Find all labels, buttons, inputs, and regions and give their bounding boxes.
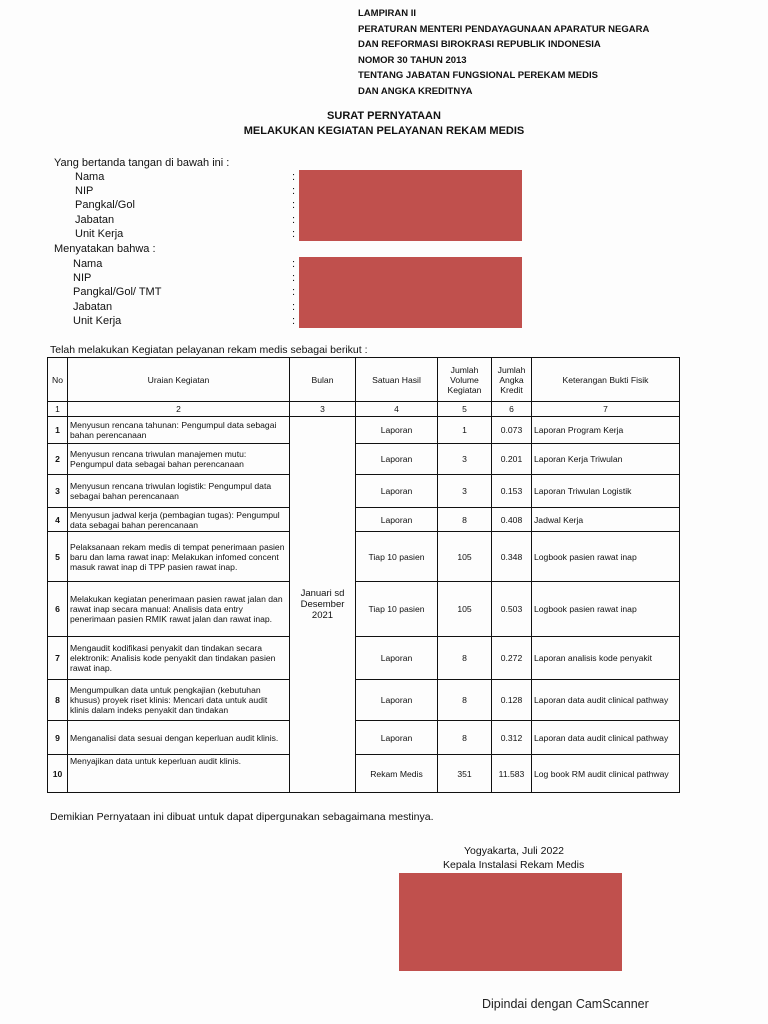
unit-result: Rekam Medis xyxy=(356,755,438,793)
unit-result: Laporan xyxy=(356,475,438,508)
regulation-header xyxy=(358,6,649,100)
volume: 3 xyxy=(438,444,492,475)
table-row xyxy=(48,532,680,582)
table-row xyxy=(48,637,680,680)
declared-field-label: NIP xyxy=(73,272,92,284)
evidence: Jadwal Kerja xyxy=(532,508,680,532)
activity-description: Menyusun rencana triwulan manajemen mutu: Pengumpul data sebagai bahan perencanaan xyxy=(68,444,290,475)
unit-result: Laporan xyxy=(356,680,438,721)
credit-points: 0.272 xyxy=(492,637,532,680)
credit-points: 0.348 xyxy=(492,532,532,582)
header-line: PERATURAN MENTERI PENDAYAGUNAAN APARATUR NEGARA xyxy=(358,23,650,35)
credit-points: 0.503 xyxy=(492,582,532,637)
credit-points: 0.201 xyxy=(492,444,532,475)
column-header: Uraian Kegiatan xyxy=(68,358,290,402)
unit-result: Laporan xyxy=(356,721,438,755)
colon: : xyxy=(292,286,296,298)
unit-result: Tiap 10 pasien xyxy=(356,532,438,582)
signer-field-label: NIP xyxy=(75,185,94,197)
header-line: TENTANG JABATAN FUNGSIONAL PEREKAM MEDIS xyxy=(358,70,598,82)
declared-field-label: Pangkal/Gol/ TMT xyxy=(73,286,162,298)
declared-intro: Menyatakan bahwa : xyxy=(54,243,156,255)
volume: 351 xyxy=(438,755,492,793)
volume: 8 xyxy=(438,721,492,755)
table-row xyxy=(48,475,680,508)
colon: : xyxy=(292,301,296,313)
unit-result: Laporan xyxy=(356,444,438,475)
evidence: Laporan data audit clinical pathway xyxy=(532,721,680,755)
table-row xyxy=(48,680,680,721)
table-row xyxy=(48,755,680,793)
column-number: 3 xyxy=(290,402,356,417)
row-number: 9 xyxy=(48,721,68,755)
unit-result: Tiap 10 pasien xyxy=(356,582,438,637)
document-subtitle: MELAKUKAN KEGIATAN PELAYANAN REKAM MEDIS xyxy=(243,125,525,137)
table-row xyxy=(48,508,680,532)
activity-description: Menyusun rencana triwulan logistik: Pengumpul data sebagai bahan perencanaan xyxy=(68,475,290,508)
signer-field-label: Pangkal/Gol xyxy=(75,199,135,211)
evidence: Logbook pasien rawat inap xyxy=(532,582,680,637)
signature-redaction-box xyxy=(399,873,622,971)
activity-description: Mengumpulkan data untuk pengkajian (kebutuhan khusus) proyek riset klinis: Mencari data untuk audit klinis dalam indeks penyakit dan tindakan xyxy=(68,680,290,721)
activity-description: Melakukan kegiatan penerimaan pasien rawat jalan dan rawat inap secara manual: Analisis data entry penerimaan pasien RMIK rawat jalan dan rawat inap. xyxy=(68,582,290,637)
signer-field-label: Jabatan xyxy=(75,214,115,226)
column-number: 7 xyxy=(532,402,680,417)
signer-field-label: Nama xyxy=(75,171,105,183)
evidence: Laporan analisis kode penyakit xyxy=(532,637,680,680)
row-number: 10 xyxy=(48,755,68,793)
declared-field-label: Nama xyxy=(73,258,103,270)
evidence: Laporan Program Kerja xyxy=(532,417,680,444)
column-number: 1 xyxy=(48,402,68,417)
activity-table xyxy=(47,357,680,793)
colon: : xyxy=(292,171,296,183)
header-line: NOMOR 30 TAHUN 2013 xyxy=(358,54,467,66)
evidence: Laporan Kerja Triwulan xyxy=(532,444,680,475)
evidence: Laporan Triwulan Logistik xyxy=(532,475,680,508)
volume: 8 xyxy=(438,508,492,532)
document-title: SURAT PERNYATAAN xyxy=(327,110,441,122)
credit-points: 0.408 xyxy=(492,508,532,532)
unit-result: Laporan xyxy=(356,417,438,444)
row-number: 4 xyxy=(48,508,68,532)
table-row xyxy=(48,444,680,475)
table-intro: Telah melakukan Kegiatan pelayanan rekam medis sebagai berikut : xyxy=(50,344,368,356)
colon: : xyxy=(292,214,296,226)
activity-description: Menganalisi data sesuai dengan keperluan audit klinis. xyxy=(68,721,290,755)
table-row xyxy=(48,417,680,444)
column-number: 5 xyxy=(438,402,492,417)
header-line: DAN ANGKA KREDITNYA xyxy=(358,85,473,97)
header-line: DAN REFORMASI BIROKRASI REPUBLIK INDONESIA xyxy=(358,39,601,51)
camscanner-watermark: Dipindai dengan CamScanner xyxy=(482,997,649,1011)
column-header: Jumlah Angka Kredit xyxy=(492,358,532,402)
column-header: Satuan Hasil xyxy=(356,358,438,402)
colon: : xyxy=(292,228,296,240)
column-header: No xyxy=(48,358,68,402)
evidence: Laporan data audit clinical pathway xyxy=(532,680,680,721)
volume: 3 xyxy=(438,475,492,508)
table-row xyxy=(48,721,680,755)
row-number: 5 xyxy=(48,532,68,582)
table-header-row xyxy=(48,358,680,402)
activity-description: Pelaksanaan rekam medis di tempat penerimaan pasien baru dan lama rawat inap: Melakukan infomed concent masuk rawat inap di TPP pasien rawat inap. xyxy=(68,532,290,582)
column-number-row xyxy=(48,402,680,417)
colon: : xyxy=(292,315,296,327)
credit-points: 0.128 xyxy=(492,680,532,721)
redaction-box xyxy=(299,170,522,241)
unit-result: Laporan xyxy=(356,508,438,532)
row-number: 3 xyxy=(48,475,68,508)
evidence: Logbook pasien rawat inap xyxy=(532,532,680,582)
declared-field-label: Unit Kerja xyxy=(73,315,122,327)
row-number: 6 xyxy=(48,582,68,637)
credit-points: 0.073 xyxy=(492,417,532,444)
row-number: 1 xyxy=(48,417,68,444)
table-row xyxy=(48,582,680,637)
unit-result: Laporan xyxy=(356,637,438,680)
column-number: 6 xyxy=(492,402,532,417)
signer-field-label: Unit Kerja xyxy=(75,228,124,240)
volume: 1 xyxy=(438,417,492,444)
colon: : xyxy=(292,272,296,284)
activity-description: Menyusun rencana tahunan: Pengumpul data sebagai bahan perencanaan xyxy=(68,417,290,444)
colon: : xyxy=(292,199,296,211)
redaction-box xyxy=(299,257,522,328)
declared-field-label: Jabatan xyxy=(73,301,113,313)
row-number: 7 xyxy=(48,637,68,680)
volume: 105 xyxy=(438,582,492,637)
credit-points: 11.583 xyxy=(492,755,532,793)
volume: 8 xyxy=(438,680,492,721)
volume: 8 xyxy=(438,637,492,680)
evidence: Log book RM audit clinical pathway xyxy=(532,755,680,793)
column-number: 2 xyxy=(68,402,290,417)
signer-intro: Yang bertanda tangan di bawah ini : xyxy=(54,157,230,169)
closing-statement: Demikian Pernyataan ini dibuat untuk dapat dipergunakan sebagaimana mestinya. xyxy=(50,811,434,823)
column-header: Jumlah Volume Kegiatan xyxy=(438,358,492,402)
colon: : xyxy=(292,258,296,270)
credit-points: 0.153 xyxy=(492,475,532,508)
column-number: 4 xyxy=(356,402,438,417)
column-header: Bulan xyxy=(290,358,356,402)
row-number: 2 xyxy=(48,444,68,475)
activity-description: Menyusun jadwal kerja (pembagian tugas): Pengumpul data sebagai bahan perencanaan xyxy=(68,508,290,532)
signer-title: Kepala Instalasi Rekam Medis xyxy=(443,859,585,871)
column-header: Keterangan Bukti Fisik xyxy=(532,358,680,402)
activity-description: Menyajikan data untuk keperluan audit klinis. xyxy=(68,755,290,793)
period-cell: Januari sd Desember 2021 xyxy=(290,417,356,793)
place-date: Yogyakarta, Juli 2022 xyxy=(464,845,565,857)
header-line: LAMPIRAN II xyxy=(358,8,417,19)
colon: : xyxy=(292,185,296,197)
activity-description: Mengaudit kodifikasi penyakit dan tindakan secara elektronik: Analisis kode penyakit dan tindakan pasien rawat inap. xyxy=(68,637,290,680)
volume: 105 xyxy=(438,532,492,582)
row-number: 8 xyxy=(48,680,68,721)
credit-points: 0.312 xyxy=(492,721,532,755)
